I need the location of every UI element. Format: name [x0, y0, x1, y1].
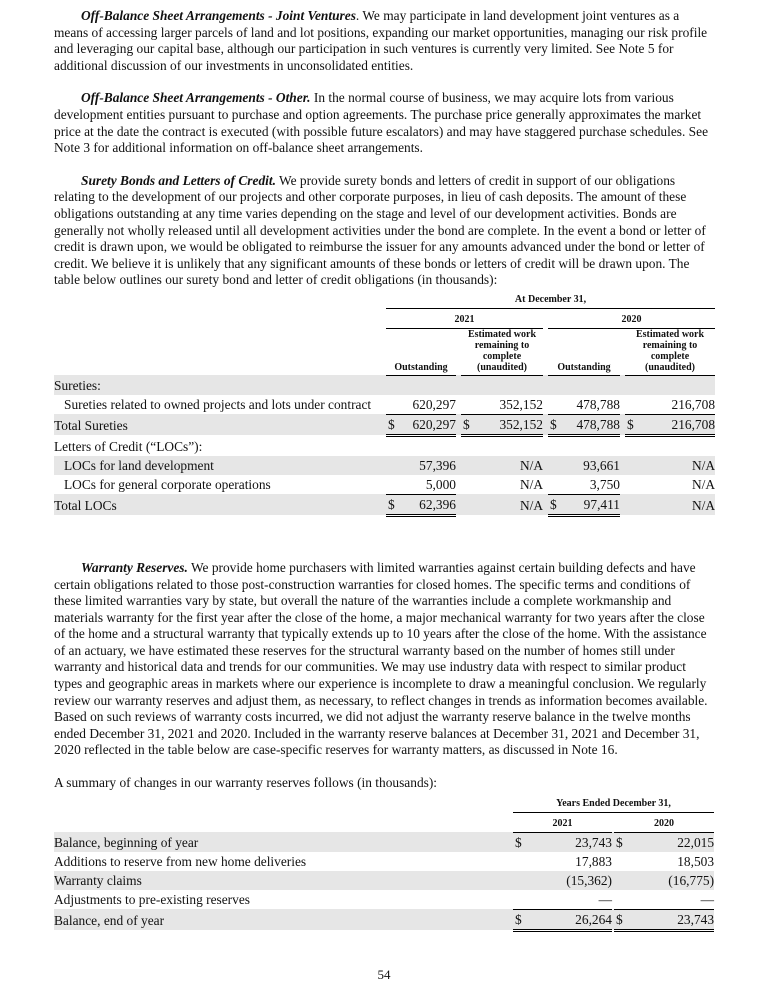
table-row-total-locs	[54, 494, 715, 515]
paragraph-warranty	[54, 560, 714, 759]
paragraph-other	[54, 90, 714, 156]
heading-warranty: Warranty Reserves.	[81, 559, 188, 575]
heading-joint-ventures: Off-Balance Sheet Arrangements - Joint Ventures	[81, 8, 356, 23]
row-label: Sureties:	[54, 375, 715, 395]
currency-symbol: $	[513, 909, 527, 930]
cell-value: 5,000	[400, 475, 456, 495]
cell-value: 18,503	[677, 853, 715, 869]
document-page	[54, 8, 714, 932]
cell-value: 352,152	[475, 395, 543, 415]
cell-value: 478,788	[562, 395, 620, 415]
cell-value: N/A	[639, 456, 715, 475]
cell-value: 352,152	[475, 414, 543, 435]
surety-header-columns	[54, 328, 715, 375]
currency-symbol: $	[548, 494, 562, 515]
cell-value: N/A	[691, 477, 716, 493]
row-label: Balance, beginning of year	[54, 832, 513, 852]
table-row-sureties-label	[54, 375, 715, 395]
currency-symbol: $	[461, 414, 475, 435]
cell-value: —	[628, 890, 714, 910]
table-row-locs-label	[54, 435, 715, 456]
text-joint-ventures: . We may participate in land development joint ventures as a means of accessing larger parcels of land and lot positions, expanding our market opportunities, managing our risk profile and leveraging our capital base, although our participation in such ventures is currently very limited. See Note 5 for additional discussion of our investments in unconsolidated entities.	[54, 8, 708, 73]
table-row-locs-general	[54, 475, 715, 495]
header-estimated-line: complete	[650, 350, 690, 362]
row-label: LOCs for land development	[54, 456, 386, 475]
cell-value: 26,264	[527, 909, 612, 930]
header-estimated-line: Estimated work	[467, 328, 537, 340]
row-label: Total LOCs	[54, 494, 386, 515]
table-row-balance-end	[54, 909, 714, 930]
cell-value: 62,396	[400, 494, 456, 515]
paragraph-joint-ventures	[54, 8, 714, 74]
header-estimated-line: (unaudited)	[645, 361, 696, 373]
table-row-locs-land	[54, 456, 715, 475]
header-estimated-2020	[625, 328, 715, 375]
currency-symbol: $	[386, 494, 400, 515]
cell-value: 22,015	[628, 832, 714, 852]
header-at-december: At December 31,	[386, 290, 715, 309]
cell-value: 97,411	[562, 494, 620, 515]
surety-table	[54, 290, 715, 517]
cell-value: (15,362)	[527, 871, 612, 890]
heading-surety: Surety Bonds and Letters of Credit.	[81, 172, 276, 188]
header-estimated-line: remaining to	[474, 339, 530, 351]
row-label: Additions to reserve from new home deliveries	[54, 853, 307, 869]
cell-value: 620,297	[400, 395, 456, 415]
header-estimated-line: complete	[482, 350, 522, 362]
header-year-2020: 2020	[548, 309, 715, 329]
row-label: Sureties related to owned projects and lots under contract	[64, 397, 372, 413]
cell-value: N/A	[475, 494, 543, 515]
header-estimated-line: Estimated work	[635, 328, 705, 340]
cell-value: (16,775)	[628, 871, 714, 890]
cell-value: 216,708	[639, 395, 715, 415]
cell-value: N/A	[639, 494, 715, 515]
currency-symbol: $	[513, 832, 527, 852]
text-warranty: We provide home purchasers with limited warranties against certain building defects and have certain obligations related to those post-construction warranties for closed homes. The specific terms and conditions of these limited warranties vary by state, but overall the nature of the warranties include a complete workmanship and materials warranty for the first year after the close of the home, a major mechanical warranty for two years after the close of the home and a structural warranty that typically extends up to 10 years after the close of the home. With the assistance of an actuary, we have estimated these reserves for the structural warranty based on the number of homes still under warranty and historical data and trends for our communities. We may use industry data with respect to similar product types and geographic areas in markets where our experience is incomplete to draw a meaningful conclusion. We regularly review our warranty reserves and adjust them, as necessary, to reflect changes in trends as information becomes available. Based on such reviews of warranty costs incurred, we did not adjust the warranty reserve balance in the twelve months ended December 31, 2021 and 2020. Included in the warranty reserve balances at December 31, 2021 and December 31, 2020 reflected in the table below are case-specific reserves for warranty matters, as discussed in Note 16.	[54, 559, 708, 758]
cell-value: 93,661	[562, 456, 620, 475]
header-years-ended: Years Ended December 31,	[513, 794, 714, 813]
cell-value: 3,750	[562, 475, 620, 495]
row-label: Balance, end of year	[54, 909, 513, 930]
table-row-total-sureties	[54, 414, 715, 435]
text-surety: We provide surety bonds and letters of credit in support of our obligations relating to the development of our projects and other corporate purposes, in lieu of cash deposits. The amount of these obligations outstanding at any time varies depending on the stage and level of our development activities. Bonds are generally not wholly released until all development activities under the bond are complete. In the event a bond or letter of credit is drawn upon, we would be obligated to reimburse the issuer for any amounts advanced under the bond or letter of credit. We believe it is unlikely that any significant amounts of these bonds or letters of credit will be drawn upon. The table below outlines our surety bond and letter of credit obligations (in thousands):	[54, 172, 706, 288]
cell-value: 23,743	[527, 832, 612, 852]
table-row-warranty-claims	[54, 871, 714, 890]
cell-value: 620,297	[400, 414, 456, 435]
table-row-sureties-related	[54, 395, 715, 415]
surety-header-top	[54, 290, 715, 309]
cell-value: 216,708	[639, 414, 715, 435]
cell-value: 478,788	[562, 414, 620, 435]
currency-symbol: $	[548, 414, 562, 435]
text-other: In the normal course of business, we may acquire lots from various development entities pursuant to purchase and option agreements. The purchase price generally approximates the market price at the date the contract is executed (with possible future escalators) and may have staggered purchase schedules. See Note 3 for additional information on off-balance sheet arrangements.	[54, 90, 709, 156]
currency-symbol: $	[614, 832, 628, 852]
table-row-balance-beginning	[54, 832, 714, 852]
header-estimated-2021	[461, 328, 543, 375]
row-label: Total Sureties	[54, 414, 386, 435]
cell-value: N/A	[475, 456, 543, 475]
paragraph-summary: A summary of changes in our warranty reserves follows (in thousands):	[54, 775, 438, 791]
cell-value: N/A	[519, 477, 543, 493]
header-year-2021: 2021	[513, 813, 612, 833]
page-number: 54	[377, 967, 391, 982]
warranty-header-years	[54, 813, 714, 833]
cell-value: 57,396	[400, 456, 456, 475]
header-estimated-line: (unaudited)	[476, 361, 527, 373]
currency-symbol: $	[625, 414, 639, 435]
header-year-2021: 2021	[386, 309, 543, 329]
cell-value: 17,883	[575, 853, 612, 869]
currency-symbol: $	[386, 414, 400, 435]
table-row-adjustments	[54, 890, 714, 910]
currency-symbol: $	[614, 909, 628, 930]
cell-value: —	[527, 890, 612, 910]
row-label: Warranty claims	[54, 871, 513, 890]
cell-value: 23,743	[628, 909, 714, 930]
row-label: LOCs for general corporate operations	[64, 477, 271, 493]
surety-header-years	[54, 309, 715, 329]
row-label: Adjustments to pre-existing reserves	[54, 892, 250, 908]
warranty-table	[54, 794, 714, 932]
table-row-additions	[54, 852, 714, 871]
header-estimated-line: remaining to	[642, 339, 698, 351]
header-outstanding-2020: Outstanding	[548, 328, 620, 375]
heading-other: Off-Balance Sheet Arrangements - Other.	[81, 90, 311, 106]
header-outstanding-2021: Outstanding	[386, 328, 456, 375]
warranty-header-top	[54, 794, 714, 813]
row-label: Letters of Credit (“LOCs”):	[54, 438, 203, 454]
paragraph-surety	[54, 173, 714, 289]
header-year-2020: 2020	[614, 813, 714, 833]
